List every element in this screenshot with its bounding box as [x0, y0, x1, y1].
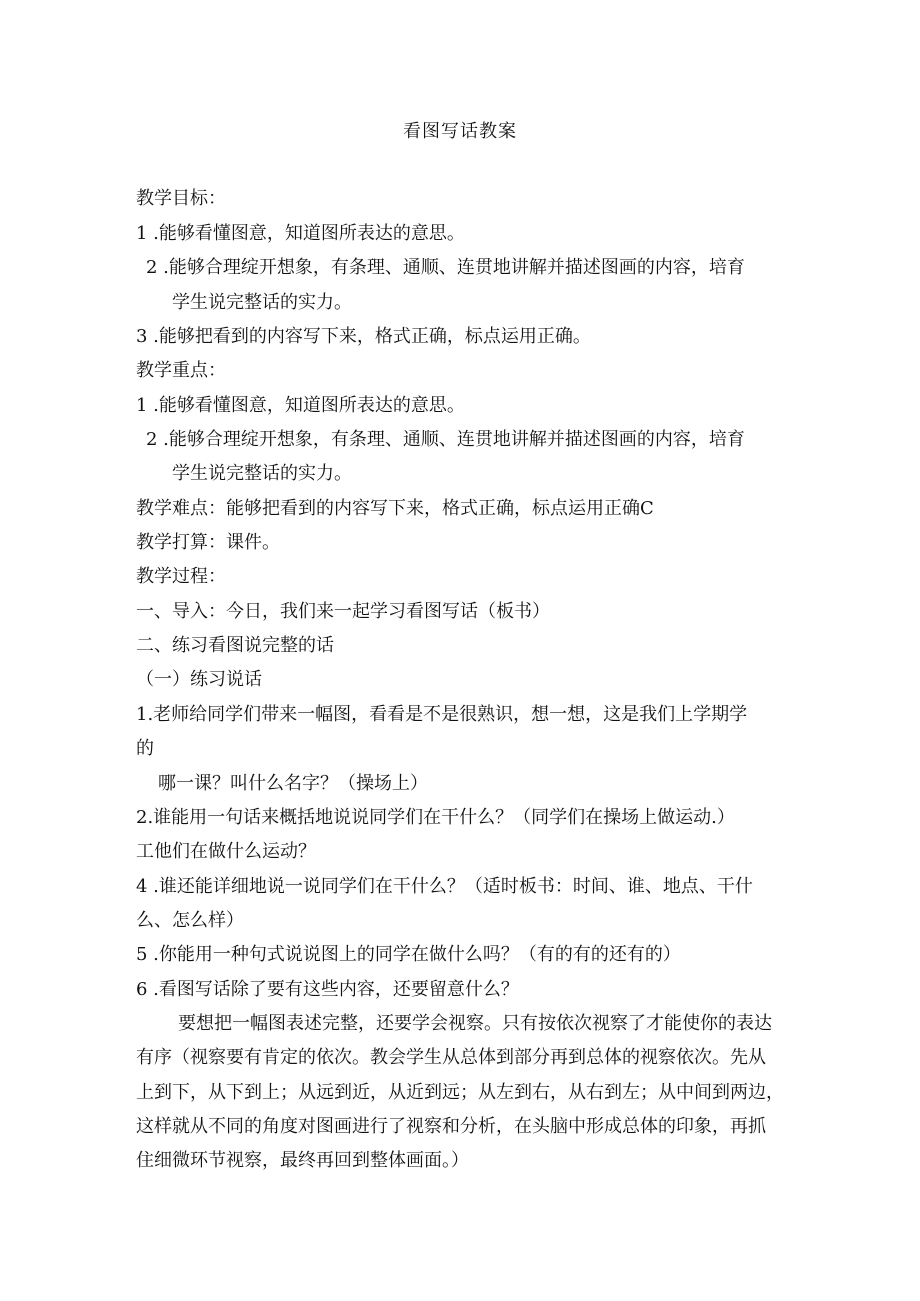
step-1-cont: 哪一课？叫什么名字？（操场上） [158, 773, 428, 794]
section-heading-process: 教学过程： [136, 566, 226, 587]
step-4-cont: 么、怎么样） [136, 910, 244, 931]
step-3: 工他们在做什么运动？ [136, 841, 316, 862]
step-5: 5 .你能用一种句式说说图上的同学在做什么吗？（有的有的还有的） [136, 944, 681, 965]
paragraph-line-3: 上到下，从下到上；从远到近，从近到远；从左到右，从右到左；从中间到两边， [136, 1082, 784, 1103]
step-6: 6 .看图写话除了要有这些内容，还要留意什么？ [136, 979, 519, 1000]
step-1: 1.老师给同学们带来一幅图，看看是不是很熟识，想一想，这是我们上学期学 [136, 704, 748, 725]
paragraph-line-2: 有序（视察要有肯定的依次。教会学生从总体到部分再到总体的视察依次。先从 [136, 1047, 766, 1068]
paragraph-line-4: 这样就从不同的角度对图画进行了视察和分析，在头脑中形成总体的印象，再抓 [136, 1116, 766, 1137]
paragraph-line-1: 要想把一幅图表述完整，还要学会视察。只有按依次视察了才能使你的表达 [178, 1013, 772, 1034]
key-point-2-cont: 学生说完整话的实力。 [172, 463, 352, 484]
paragraph-line-5: 住细微环节视察，最终再回到整体画面。） [136, 1150, 469, 1171]
section-heading-objectives: 教学目标： [136, 188, 226, 209]
step-1-wrap: 的 [136, 738, 154, 759]
preparation-line: 教学打算：课件。 [136, 532, 280, 553]
process-intro: 一、导入：今日，我们来一起学习看图写话（板书） [136, 601, 550, 622]
subsection-speaking: （一）练习说话 [136, 669, 262, 690]
step-2: 2.谁能用一句话来概括地说说同学们在干什么？（同学们在操场上做运动.） [136, 807, 735, 828]
key-point-1: 1 .能够看懂图意，知道图所表达的意思。 [136, 395, 465, 416]
key-point-2: 2 .能够合理绽开想象，有条理、通顺、连贯地讲解并描述图画的内容，培育 [146, 429, 745, 450]
objective-1: 1 .能够看懂图意，知道图所表达的意思。 [136, 223, 465, 244]
objective-2: 2 .能够合理绽开想象，有条理、通顺、连贯地讲解并描述图画的内容，培育 [146, 257, 745, 278]
document-title: 看图写话教案 [403, 121, 517, 142]
step-4: 4 .谁还能详细地说一说同学们在干什么？（适时板书：时间、谁、地点、干什 [136, 876, 753, 897]
process-practice: 二、练习看图说完整的话 [136, 635, 334, 656]
section-heading-key-points: 教学重点： [136, 360, 226, 381]
difficulty-line: 教学难点：能够把看到的内容写下来，格式正确，标点运用正确C [136, 498, 654, 519]
objective-2-cont: 学生说完整话的实力。 [172, 292, 352, 313]
objective-3: 3 .能够把看到的内容写下来，格式正确，标点运用正确。 [136, 326, 591, 347]
